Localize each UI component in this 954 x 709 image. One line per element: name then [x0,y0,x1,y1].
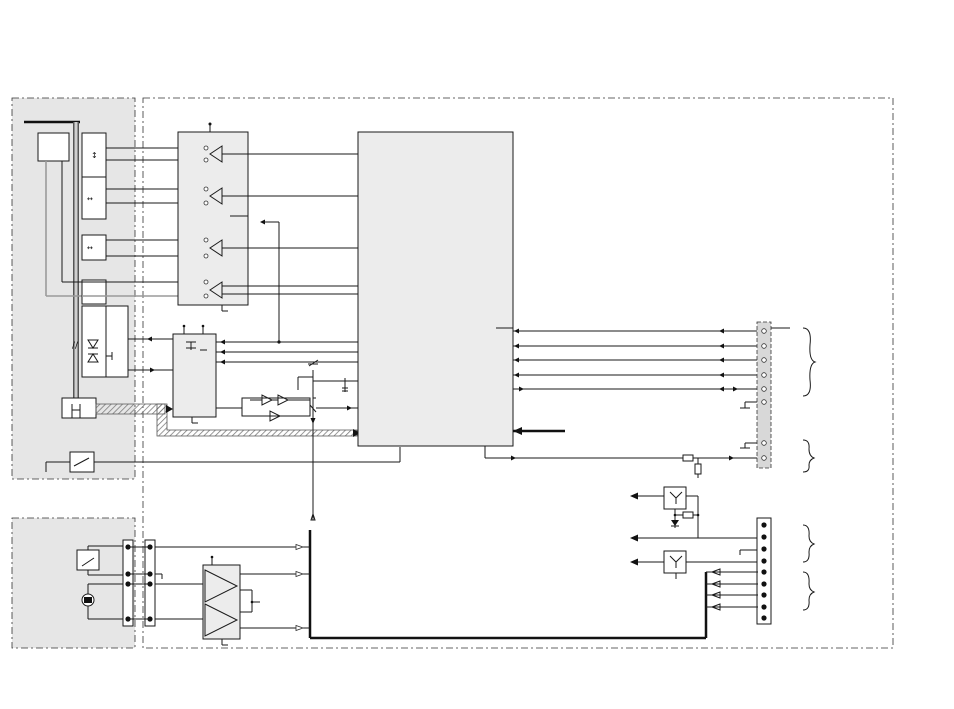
connector-plug [62,398,96,418]
horizontal-arrows-icon-2: ↔ [87,244,93,252]
vertical-arrows-icon: ↕ [91,151,98,160]
output-line-resistors [485,443,758,478]
optical-sensor-block [82,306,128,377]
hatched-harness [96,404,360,437]
lower-feed-lines [630,535,758,563]
svg-text://: // [72,341,79,351]
driver-signal-lines [128,337,358,373]
transistor-stage-lower [630,551,686,579]
right-connector-upper [757,322,790,468]
right-braces-lower [803,525,814,610]
buffer-chain [216,395,358,421]
input-arrow [513,427,565,435]
right-terminal-strip [757,518,771,624]
bus-lines [513,329,758,409]
comparator-reference-line [260,220,281,344]
comparator-block [178,123,248,312]
relay-switch-contacts [298,360,358,520]
terminal-blocks-left [123,540,155,626]
sensor-head-box [38,133,69,161]
right-braces-upper [803,328,815,472]
main-controller [358,132,513,458]
driver-block [173,325,216,423]
left-bottom-panel [12,518,135,648]
transistor-stage-upper [630,487,699,538]
thick-bus-frame [310,530,758,638]
horizontal-arrows-icon: ↔ [87,195,93,203]
led-icon-2 [671,520,679,526]
motor-driver-amplifier [203,556,310,645]
